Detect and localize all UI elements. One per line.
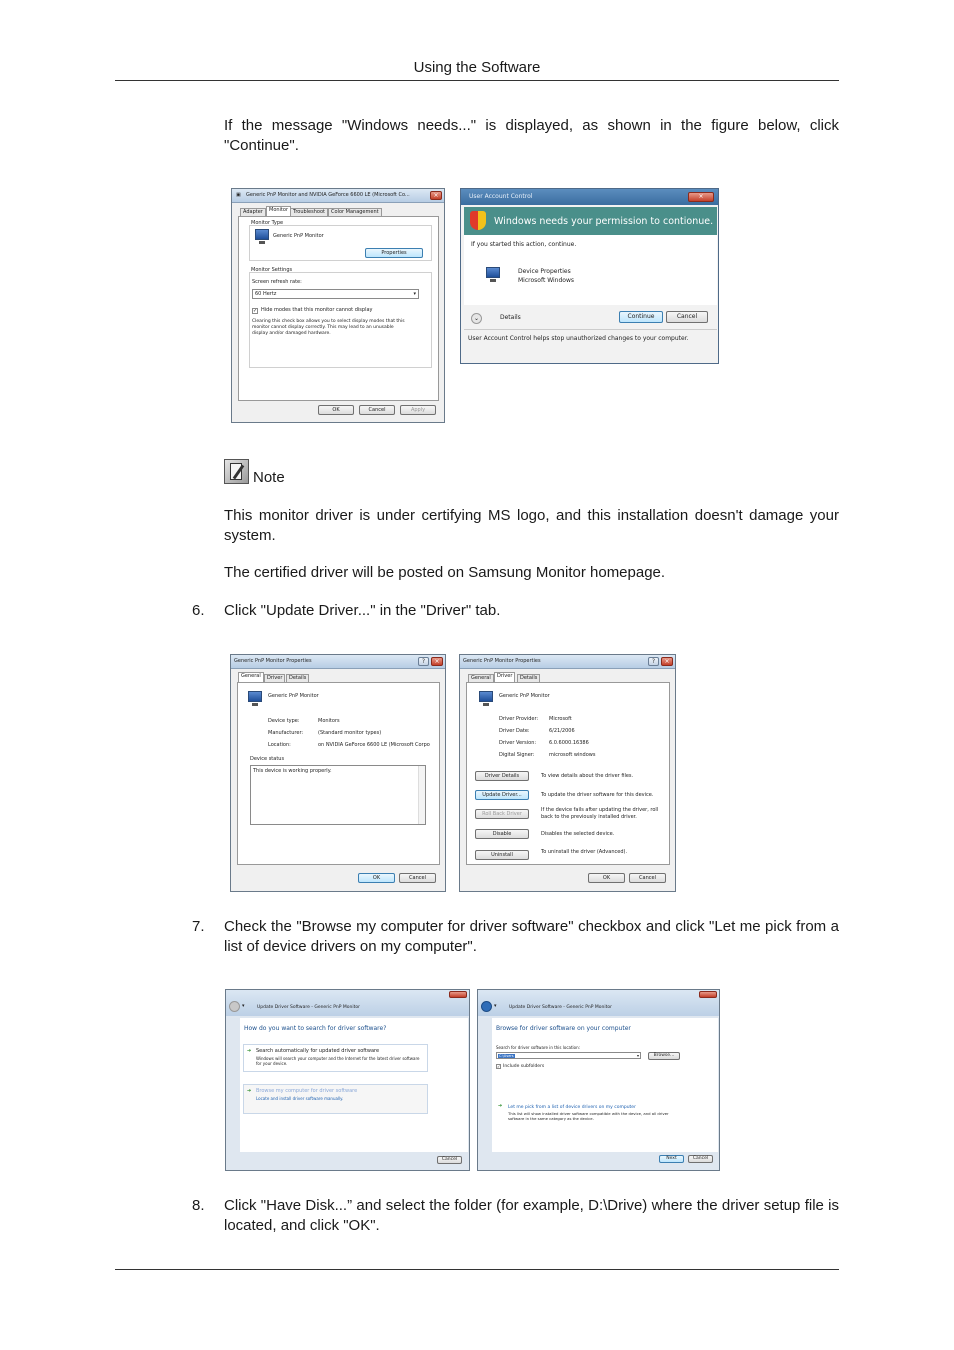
- continue-label: Continue: [627, 313, 655, 320]
- arrow-right-icon: ➔: [498, 1103, 503, 1109]
- wizard-header: [226, 990, 469, 1016]
- driver-tab-panel: [466, 682, 670, 865]
- dialog-titlebar: [231, 655, 445, 669]
- dialog-title: Generic PnP Monitor and NVIDIA GeForce 6600 LE (Microsoft Co...: [246, 192, 410, 198]
- uac-cancel-label: Cancel: [676, 313, 698, 320]
- footer-rule: [115, 1269, 839, 1270]
- tab-details[interactable]: Details: [517, 674, 540, 683]
- search-location-input[interactable]: [496, 1052, 641, 1059]
- apply-label: Apply: [410, 407, 426, 413]
- step-7-text: Check the "Browse my computer for driver software" checkbox and click "Let me pick from a list of device drivers on my computer".: [224, 918, 839, 955]
- update-driver-label: Update Driver...: [482, 792, 522, 798]
- wizard-header: [478, 990, 719, 1016]
- monitor-settings-dialog: [231, 188, 445, 423]
- dialog-titlebar: [460, 655, 675, 669]
- general-tab-dialog: [230, 654, 446, 892]
- uninstall-button[interactable]: [475, 850, 529, 860]
- browse-button[interactable]: [648, 1052, 680, 1060]
- uac-divider: [464, 329, 717, 330]
- arrow-right-icon: ➔: [247, 1048, 252, 1054]
- chevron-down-icon: ▾: [636, 1053, 639, 1058]
- dialog-title: Generic PnP Monitor Properties: [234, 658, 312, 664]
- search-automatically-option[interactable]: [243, 1044, 428, 1072]
- wizard-title: Update Driver Software - Generic PnP Monitor: [257, 1005, 360, 1010]
- uac-banner: [464, 207, 717, 235]
- cancel-button[interactable]: [629, 873, 666, 883]
- details-label[interactable]: Details: [500, 314, 521, 321]
- step-6-number: 6.: [192, 602, 205, 619]
- signer-value: microsoft windows: [549, 752, 596, 758]
- ok-label: OK: [332, 407, 340, 413]
- update-driver-browse-dialog: [477, 989, 720, 1171]
- update-driver-button[interactable]: [475, 790, 529, 800]
- uac-footer: User Account Control helps stop unauthorized changes to your computer.: [468, 335, 689, 342]
- header-rule: [115, 80, 839, 81]
- general-tab-panel: [237, 682, 440, 865]
- uac-cancel-button[interactable]: [666, 311, 708, 323]
- device-type-key: Device type:: [268, 718, 300, 724]
- help-icon[interactable]: ?: [418, 657, 429, 666]
- close-icon[interactable]: ×: [430, 191, 442, 200]
- include-subfolders-label: Include subfolders: [503, 1064, 545, 1069]
- cancel-button[interactable]: [399, 873, 436, 883]
- chevron-down-icon: ▾: [413, 291, 416, 297]
- uac-started-text: If you started this action, continue.: [471, 241, 577, 248]
- uac-dialog: [460, 188, 719, 364]
- arrow-right-icon: ➔: [247, 1088, 252, 1094]
- close-icon[interactable]: [699, 991, 717, 998]
- tab-general[interactable]: General: [468, 674, 494, 683]
- app-icon: ▾: [494, 1003, 497, 1009]
- monitor-settings-label: Monitor Settings: [251, 267, 293, 273]
- details-expand-icon[interactable]: ⌄: [471, 313, 482, 324]
- wizard-question: How do you want to search for driver software?: [244, 1025, 387, 1032]
- disable-button[interactable]: [475, 829, 529, 839]
- search-automatically-desc-2: for your device.: [256, 1061, 288, 1066]
- back-arrow-icon[interactable]: [229, 1001, 240, 1012]
- hide-modes-desc-2: monitor cannot display correctly. This may lead to an unusable: [252, 325, 394, 330]
- step-6-text: Click "Update Driver..." in the "Driver" tab.: [224, 602, 501, 619]
- location-value: on NVIDIA GeForce 6600 LE (Microsoft Corpo: [318, 742, 430, 748]
- cancel-label: Cancel: [639, 875, 656, 881]
- hide-modes-checkbox[interactable]: [252, 308, 258, 314]
- monitor-icon: [479, 691, 493, 702]
- uninstall-label: Uninstall: [491, 852, 513, 858]
- search-location-value: C:\Users: [499, 1054, 514, 1058]
- device-properties-icon: [486, 267, 500, 278]
- let-me-pick-desc-1: This list will show installed driver software compatible with the device, and all driver: [508, 1111, 669, 1116]
- roll-back-desc-1: If the device fails after updating the driver, roll: [541, 807, 659, 813]
- device-name: Generic PnP Monitor: [268, 693, 319, 699]
- cancel-label: Cancel: [368, 407, 386, 413]
- refresh-rate-label: Screen refresh rate:: [252, 279, 302, 285]
- monitor-icon: [255, 229, 269, 240]
- ok-button[interactable]: [588, 873, 625, 883]
- date-value: 6/21/2006: [549, 728, 575, 734]
- close-icon[interactable]: ×: [661, 657, 673, 666]
- include-subfolders-checkbox[interactable]: [496, 1064, 501, 1069]
- close-icon[interactable]: ×: [688, 192, 714, 202]
- browse-my-computer-title: Browse my computer for driver software: [256, 1088, 358, 1094]
- refresh-rate-value: 60 Hertz: [255, 291, 277, 297]
- app-icon: ▾: [242, 1003, 245, 1009]
- tab-details[interactable]: Details: [286, 674, 309, 683]
- note-title: Note: [253, 469, 285, 486]
- driver-tab-dialog: [459, 654, 676, 892]
- scrollbar[interactable]: [418, 766, 425, 824]
- shield-icon: [470, 211, 486, 230]
- manufacturer-value: (Standard monitor types): [318, 730, 382, 736]
- browse-heading: Browse for driver software on your computer: [496, 1025, 631, 1032]
- driver-details-button[interactable]: [475, 771, 529, 781]
- ok-label: OK: [602, 875, 611, 881]
- properties-label: Properties: [381, 250, 407, 256]
- close-icon[interactable]: ×: [431, 657, 443, 666]
- ok-label: OK: [372, 875, 381, 881]
- dialog-titlebar: [232, 189, 444, 203]
- continue-button[interactable]: [619, 311, 663, 323]
- location-key: Location:: [268, 742, 291, 748]
- tab-driver[interactable]: Driver: [494, 672, 515, 683]
- manufacturer-key: Manufacturer:: [268, 730, 304, 736]
- search-location-label: Search for driver software in this location:: [496, 1045, 580, 1050]
- roll-back-desc-2: back to the previously installed driver.: [541, 814, 637, 820]
- update-driver-desc: To update the driver software for this device.: [541, 792, 654, 798]
- hide-modes-desc-3: display and/or damaged hardware.: [252, 331, 331, 336]
- ok-button[interactable]: [318, 405, 354, 415]
- close-icon[interactable]: [449, 991, 467, 998]
- device-status-text: This device is working properly.: [253, 768, 332, 774]
- roll-back-label: Roll Back Driver: [482, 811, 522, 817]
- cancel-button[interactable]: [688, 1155, 713, 1163]
- uac-title: User Account Control: [469, 193, 533, 200]
- hide-modes-desc-1: Clearing this check box allows you to select display modes that this: [252, 319, 405, 324]
- cancel-label: Cancel: [441, 1157, 458, 1162]
- uac-titlebar: [461, 189, 718, 205]
- note-paragraph-1: This monitor driver is under certifying MS logo, and this installation doesn't damage your system.: [224, 507, 839, 544]
- tab-color-management[interactable]: Color Management: [328, 208, 382, 217]
- tab-driver[interactable]: Driver: [264, 674, 285, 683]
- monitor-type-label: Monitor Type: [251, 220, 284, 226]
- browse-my-computer-option[interactable]: [243, 1084, 428, 1114]
- disable-desc: Disables the selected device.: [541, 831, 615, 837]
- driver-details-desc: To view details about the driver files.: [541, 773, 634, 779]
- device-name: Generic PnP Monitor: [499, 693, 550, 699]
- provider-key: Driver Provider:: [499, 716, 539, 722]
- monitor-tab-panel: [238, 216, 439, 401]
- tab-adapter[interactable]: Adapter: [240, 208, 266, 217]
- provider-value: Microsoft: [549, 716, 572, 722]
- back-arrow-icon[interactable]: [481, 1001, 492, 1012]
- tab-troubleshoot[interactable]: Troubleshoot: [290, 208, 328, 217]
- note-paragraph-2: The certified driver will be posted on Samsung Monitor homepage.: [224, 564, 666, 581]
- monitor-icon: [248, 691, 262, 702]
- ok-button[interactable]: [358, 873, 395, 883]
- step-8-number: 8.: [192, 1197, 205, 1214]
- uac-item-name: Device Properties: [518, 268, 571, 275]
- device-status-box[interactable]: [250, 765, 426, 825]
- refresh-rate-select[interactable]: [252, 289, 419, 299]
- driver-details-label: Driver Details: [484, 773, 520, 779]
- uac-banner-text: Windows needs your permission to contionue.: [494, 216, 714, 227]
- hide-modes-label: Hide modes that this monitor cannot display: [261, 307, 373, 313]
- step-8-text: Click "Have Disk...” and select the folder (for example, D:\Drive) where the driver setup file is located, and click "OK".: [224, 1197, 839, 1234]
- note-icon: [224, 459, 249, 484]
- help-icon[interactable]: ?: [648, 657, 659, 666]
- wizard-title: Update Driver Software - Generic PnP Monitor: [509, 1005, 612, 1010]
- signer-key: Digital Signer:: [499, 752, 535, 758]
- monitor-name: Generic PnP Monitor: [273, 233, 324, 239]
- cancel-button[interactable]: [359, 405, 395, 415]
- uac-item-publisher: Microsoft Windows: [518, 277, 574, 284]
- next-label: Next: [666, 1156, 677, 1161]
- uac-body: [464, 235, 717, 305]
- tab-general[interactable]: General: [238, 672, 264, 683]
- search-automatically-desc-1: Windows will search your computer and the Internet for the latest driver software: [256, 1056, 420, 1061]
- page-header: Using the Software: [413, 59, 541, 76]
- display-icon: ▣: [236, 192, 241, 198]
- check-icon: ✓: [253, 308, 258, 314]
- date-key: Driver Date:: [499, 728, 530, 734]
- step-7-number: 7.: [192, 918, 205, 935]
- intro-paragraph: If the message "Windows needs..." is displayed, as shown in the figure below, click "Continue".: [224, 117, 839, 154]
- device-type-value: Monitors: [318, 718, 340, 724]
- browse-my-computer-desc: Locate and install driver software manually.: [256, 1096, 344, 1101]
- version-value: 6.0.6000.16386: [549, 740, 589, 746]
- roll-back-driver-button[interactable]: [475, 809, 529, 819]
- cancel-button[interactable]: [437, 1156, 462, 1164]
- update-driver-search-dialog: [225, 989, 470, 1171]
- dialog-title: Generic PnP Monitor Properties: [463, 658, 541, 664]
- properties-button[interactable]: [365, 248, 423, 258]
- tab-monitor[interactable]: Monitor: [266, 206, 291, 217]
- let-me-pick-desc-2: software in the same category as the device.: [508, 1116, 594, 1121]
- search-automatically-title: Search automatically for updated driver software: [256, 1048, 380, 1054]
- cancel-label: Cancel: [409, 875, 426, 881]
- uninstall-desc: To uninstall the driver (Advanced).: [541, 849, 628, 855]
- wizard-body: [492, 1018, 718, 1152]
- cancel-label: Cancel: [692, 1156, 709, 1161]
- next-button[interactable]: [659, 1155, 684, 1163]
- disable-label: Disable: [492, 831, 512, 837]
- let-me-pick-link[interactable]: Let me pick from a list of device drivers on my computer: [508, 1105, 636, 1110]
- wizard-body: [240, 1018, 468, 1152]
- device-status-label: Device status: [250, 756, 285, 762]
- version-key: Driver Version:: [499, 740, 537, 746]
- check-icon: ✓: [497, 1064, 501, 1069]
- apply-button[interactable]: [400, 405, 436, 415]
- browse-label: Browse...: [653, 1053, 675, 1058]
